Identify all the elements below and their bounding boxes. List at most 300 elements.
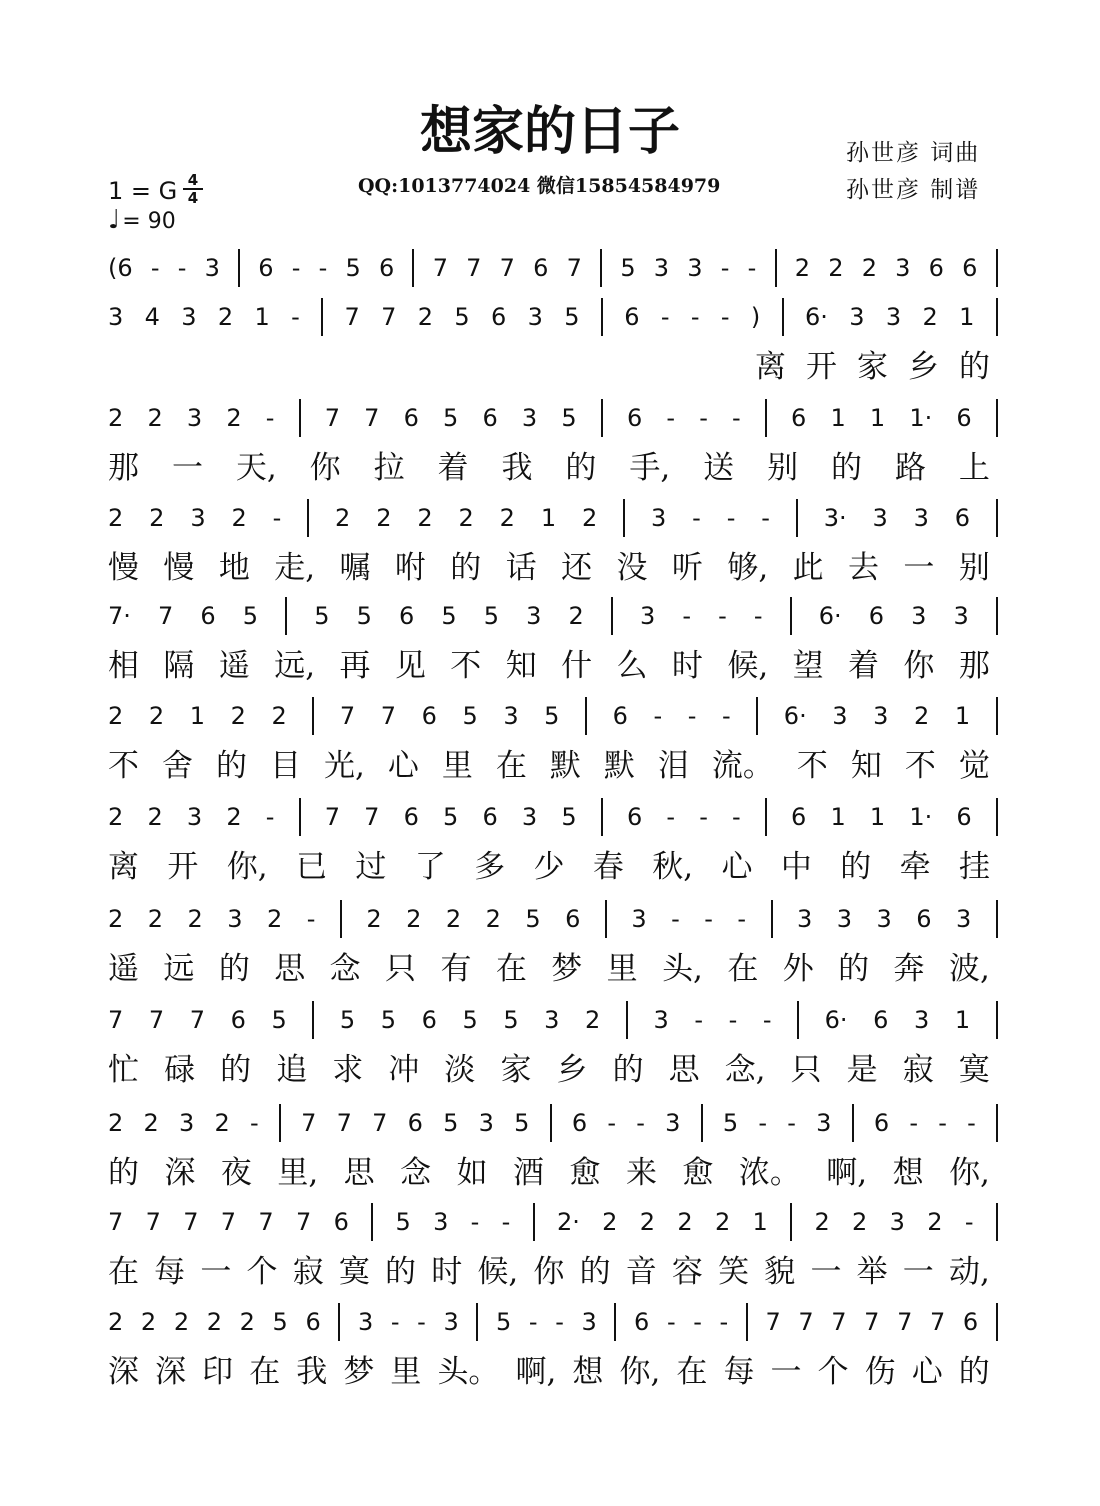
lyric-syllable: 思 [274, 951, 306, 987]
lyric-line [108, 347, 990, 387]
lyric-syllable: 想 [572, 1354, 604, 1390]
lyric-syllable: 不 [904, 748, 936, 784]
note: 1 [830, 404, 846, 432]
note: 3 [186, 803, 203, 831]
note: 7 [189, 1006, 205, 1034]
note: - [720, 303, 730, 331]
lyric-syllable: 一 [171, 450, 203, 486]
note: 5 [314, 602, 330, 630]
lyric-syllable: 一 [810, 1254, 842, 1290]
lyric-syllable: 不 [108, 748, 139, 784]
note: 2 [585, 1006, 601, 1034]
lyric-syllable: 乡 [556, 1052, 588, 1088]
note: 7 [798, 1308, 814, 1336]
note: - [250, 1109, 259, 1137]
note: 7 [183, 1208, 199, 1236]
note: 3 [653, 1006, 669, 1034]
note: 6· [804, 303, 828, 331]
lyric-syllable: 伤 [864, 1354, 896, 1390]
note: - [150, 254, 160, 282]
lyric-syllable: 知 [850, 748, 882, 784]
note: - [692, 504, 701, 532]
note: 7 [897, 1308, 913, 1336]
note: 3 [108, 303, 124, 331]
note: 3 [889, 1208, 905, 1236]
note: 3 [914, 1006, 930, 1034]
notation-line [108, 899, 998, 939]
lyric-syllable: 容 [671, 1254, 703, 1290]
lyric-syllable: 心 [387, 748, 419, 784]
note: - [732, 404, 741, 432]
note: 7 [831, 1308, 847, 1336]
bar-line [312, 697, 314, 735]
note: 3 [181, 303, 197, 331]
note: - [666, 404, 676, 432]
note: 2· [556, 1208, 580, 1236]
lyric-syllable: 没 [616, 550, 648, 586]
tempo-value: = 90 [122, 209, 176, 234]
note: 6 [962, 1308, 979, 1336]
note: - [909, 1109, 918, 1137]
lyric-syllable: 的 [831, 450, 863, 486]
note: 7 [499, 254, 515, 282]
note: 5 [356, 602, 372, 630]
lyric-syllable: 遥 [218, 648, 250, 684]
note: 7 [432, 254, 448, 282]
note: 2 [602, 1208, 618, 1236]
lyric-syllable: 别 [958, 550, 990, 586]
lyric-syllable: 心 [911, 1354, 943, 1390]
lyric-syllable: 的 [216, 748, 247, 784]
note: 7 [108, 1208, 124, 1236]
bar-line [996, 1203, 998, 1241]
note: 3 [527, 303, 543, 331]
note: 3 [443, 1308, 459, 1336]
lyric-syllable: 的 [958, 1354, 990, 1390]
lyric-syllable: 的 [959, 349, 990, 385]
lyric-syllable: 远 [163, 951, 195, 987]
bar-line [623, 499, 625, 537]
lyric-syllable: 个 [246, 1254, 278, 1290]
note: 2 [149, 504, 165, 532]
note: 2 [639, 1208, 656, 1236]
note: 2 [828, 254, 844, 282]
bar-line [611, 597, 613, 635]
lyric-syllable: 念, [724, 1052, 766, 1088]
note: - [758, 1109, 767, 1137]
lyric-syllable: 动, [948, 1254, 990, 1290]
note: 7 [220, 1208, 237, 1236]
note: 5 [561, 803, 577, 831]
note: - [699, 803, 708, 831]
lyric-syllable: 的 [385, 1254, 417, 1290]
note: - [291, 303, 300, 331]
bar-line [996, 1303, 998, 1341]
lyric-syllable: 话 [505, 550, 537, 586]
lyric-syllable: 的 [108, 1155, 139, 1191]
bar-line [285, 597, 287, 635]
note: 1 [752, 1208, 768, 1236]
note: - [732, 803, 741, 831]
note: - [671, 905, 680, 933]
lyric-syllable: 不 [796, 748, 828, 784]
note: 2 [677, 1208, 693, 1236]
note: 6 [916, 905, 932, 933]
bar-line [279, 1104, 281, 1142]
note: - [417, 1308, 426, 1336]
notation-line [108, 1202, 998, 1242]
note: 2 [143, 1109, 159, 1137]
note: 2 [794, 254, 810, 282]
note: 5 [503, 1006, 519, 1034]
lyric-line [108, 1153, 990, 1193]
lyric-syllable: 酒 [513, 1155, 545, 1191]
note: - [687, 702, 697, 730]
note: 2 [927, 1208, 943, 1236]
bar-line [756, 697, 758, 735]
note: 6 [791, 803, 807, 831]
lyric-syllable: 只 [790, 1052, 822, 1088]
lyric-syllable: 着 [848, 648, 879, 684]
bar-line [601, 298, 603, 336]
lyric-syllable: 思 [668, 1052, 700, 1088]
lyric-syllable: 送 [703, 450, 735, 486]
score-row [0, 398, 1100, 498]
note: - [699, 404, 708, 432]
score-row [0, 899, 1100, 999]
lyric-syllable: 隔 [163, 648, 195, 684]
lyric-syllable: 心 [721, 849, 753, 885]
lyric-syllable: 天, [235, 450, 277, 486]
lyric-syllable: 着 [437, 450, 469, 486]
lyric-syllable: 默 [603, 748, 635, 784]
note: 3 [631, 905, 647, 933]
note: 2 [226, 803, 242, 831]
note: 2 [147, 905, 164, 933]
note: 7 [566, 254, 582, 282]
note: 7· [108, 602, 131, 630]
note: 5 [483, 602, 499, 630]
lyric-syllable: 少 [533, 849, 565, 885]
lyric-syllable: 梦 [343, 1354, 375, 1390]
note: 3 [955, 905, 972, 933]
lyric-syllable: 再 [339, 648, 371, 684]
lyric-syllable: 慢 [108, 550, 139, 586]
note: 3 [521, 404, 538, 432]
bar-line [996, 697, 998, 735]
bar-line [701, 1104, 703, 1142]
bar-line [321, 298, 323, 336]
lyric-syllable: 愈 [569, 1155, 601, 1191]
lyric-syllable: 的 [838, 951, 870, 987]
bar-line [299, 798, 301, 836]
note: 2 [231, 504, 247, 532]
note: 3 [849, 303, 865, 331]
note: 6 [258, 254, 274, 282]
bar-line [996, 597, 998, 635]
lyric-line [108, 949, 990, 989]
bar-line [852, 1104, 854, 1142]
lyric-syllable: 的 [840, 849, 872, 885]
lyric-syllable: 一 [200, 1254, 232, 1290]
lyric-syllable: 你, [949, 1155, 990, 1191]
bar-line [996, 399, 998, 437]
note: 6 [398, 602, 415, 630]
note: 6 [305, 1308, 321, 1336]
bar-line [797, 1001, 799, 1039]
notation-line [108, 248, 998, 288]
note: 6 [421, 1006, 437, 1034]
bar-line [338, 1303, 340, 1341]
note: 1 [254, 303, 270, 331]
note: 2 [148, 702, 165, 730]
score-row [0, 1000, 1100, 1100]
note: 7 [145, 1208, 161, 1236]
note: 6 [868, 602, 884, 630]
note: 5 [242, 602, 259, 630]
lyric-syllable: 音 [625, 1254, 657, 1290]
note: 7 [301, 1109, 317, 1137]
lyric-syllable: 在 [495, 951, 527, 987]
note: 3 [204, 254, 220, 282]
note: 5 [462, 702, 478, 730]
lyric-syllable: 离 [108, 849, 139, 885]
score-row [0, 596, 1100, 696]
note: 1 [189, 702, 205, 730]
note: 7 [324, 404, 341, 432]
note: 2 [485, 905, 501, 933]
note: 5 [496, 1308, 512, 1336]
lyric-syllable: 路 [894, 450, 926, 486]
lyric-syllable: 觉 [958, 748, 990, 784]
bar-line [996, 1001, 998, 1039]
note: 7 [466, 254, 482, 282]
lyric-syllable: 拉 [373, 450, 405, 486]
note: 2 [458, 504, 474, 532]
lyric-syllable: 碌 [164, 1052, 196, 1088]
note: - [787, 1109, 796, 1137]
note: 1· [909, 803, 933, 831]
note: 6 [482, 803, 498, 831]
note: 5 [395, 1208, 411, 1236]
lyric-syllable: 默 [549, 748, 581, 784]
bar-line [533, 1203, 535, 1241]
lyric-syllable: 慢 [163, 550, 195, 586]
note: - [693, 1308, 702, 1336]
lyric-syllable: 过 [355, 849, 387, 885]
note: 2 [108, 404, 124, 432]
lyric-syllable: 乡 [908, 349, 939, 385]
note: 7 [381, 303, 397, 331]
note: 5 [272, 1308, 288, 1336]
note: 5 [441, 602, 457, 630]
lyric-syllable: 印 [202, 1354, 234, 1390]
lyric-syllable: 那 [108, 450, 139, 486]
lyric-syllable: 流。 [711, 748, 774, 784]
lyric-syllable: 在 [249, 1354, 281, 1390]
note: - [737, 905, 747, 933]
note: 3 [913, 504, 929, 532]
notation-line [108, 297, 998, 337]
lyric-syllable: 你 [533, 1254, 565, 1290]
lyricist-composer-credit: 孙世彦 词曲 [846, 140, 981, 166]
lyric-syllable: 一 [770, 1354, 802, 1390]
note: 6 [379, 254, 395, 282]
note: 2 [417, 303, 434, 331]
note: 7 [364, 404, 380, 432]
lyric-syllable: 开 [806, 349, 837, 385]
note: 7 [295, 1208, 312, 1236]
lyric-syllable: 什 [561, 648, 593, 684]
note: 7 [929, 1308, 946, 1336]
notation-line [108, 596, 998, 636]
lyric-syllable: 啊, [826, 1155, 868, 1191]
time-signature [183, 172, 203, 206]
note: - [753, 602, 763, 630]
note: 3 [873, 702, 889, 730]
key-signature: 1 = G [108, 177, 178, 205]
lyric-syllable: 你 [903, 648, 935, 684]
lyric-syllable: 舍 [162, 748, 193, 784]
lyric-syllable: 望 [792, 648, 824, 684]
note: - [666, 803, 676, 831]
note: 7 [339, 702, 356, 730]
note: 3 [687, 254, 703, 282]
bar-line [600, 249, 602, 287]
lyric-syllable: 的 [612, 1052, 644, 1088]
lyric-syllable: 秋, [652, 849, 694, 885]
bar-line [996, 900, 998, 938]
lyric-syllable: 个 [817, 1354, 849, 1390]
note: - [265, 404, 275, 432]
note: 7 [148, 1006, 165, 1034]
lyric-syllable: 梦 [551, 951, 583, 987]
note: 3 [876, 905, 892, 933]
note: - [177, 254, 187, 282]
score-row [0, 1103, 1100, 1203]
lyric-syllable: 笑 [718, 1254, 750, 1290]
lyric-syllable: 去 [848, 550, 879, 586]
note: 2 [335, 504, 351, 532]
note: 7 [380, 702, 397, 730]
note: 5 [544, 702, 560, 730]
note: 2 [108, 1109, 124, 1137]
lyric-syllable: 泪 [657, 748, 689, 784]
note: 2 [914, 702, 930, 730]
note: 3 [478, 1109, 494, 1137]
lyric-syllable: 头。 [437, 1354, 500, 1390]
note: - [682, 602, 691, 630]
note: 1 [954, 1006, 971, 1034]
note: 2 [108, 905, 124, 933]
lyric-syllable: 寞 [338, 1254, 370, 1290]
lyric-syllable: 的 [565, 450, 597, 486]
lyric-syllable: 的 [220, 1052, 252, 1088]
note: 6 [230, 1006, 246, 1034]
note: - [719, 1308, 729, 1336]
lyric-line [108, 1352, 990, 1392]
note: 6 [791, 404, 807, 432]
note: 5 [443, 803, 459, 831]
note: 5 [514, 1109, 530, 1137]
note: - [265, 803, 275, 831]
lyric-syllable: 求 [332, 1052, 364, 1088]
note: 3 [895, 254, 911, 282]
lyric-syllable: 里 [390, 1354, 422, 1390]
note: - [470, 1208, 480, 1236]
note: - [967, 1109, 976, 1137]
note: 6 [421, 702, 437, 730]
lyric-syllable: 光, [324, 748, 365, 784]
note: 6 [873, 1006, 889, 1034]
bar-line [614, 1303, 616, 1341]
note: - [747, 254, 757, 282]
lyric-syllable: 咐 [394, 550, 426, 586]
note: (6 [108, 254, 133, 282]
note: 2 [568, 602, 584, 630]
lyric-syllable: 思 [343, 1155, 375, 1191]
lyric-syllable: 深 [155, 1354, 187, 1390]
lyric-syllable: 念 [400, 1155, 432, 1191]
bar-line [238, 249, 240, 287]
note: 6 [407, 1109, 423, 1137]
note: 6 [624, 303, 640, 331]
bar-line [307, 499, 309, 537]
lyric-line [108, 746, 990, 786]
note: 7 [364, 803, 380, 831]
score-row [0, 696, 1100, 796]
lyric-syllable: 冲 [388, 1052, 420, 1088]
note: 7 [324, 803, 341, 831]
note: 6 [612, 702, 628, 730]
note: 3 [521, 803, 538, 831]
bar-line [476, 1303, 478, 1341]
note: 5 [345, 254, 361, 282]
note: 2 [187, 905, 203, 933]
lyric-syllable: 么 [616, 648, 648, 684]
lyric-line [108, 548, 990, 588]
note: 3 [357, 1308, 374, 1336]
lyric-syllable: 离 [755, 349, 786, 385]
note: 5 [339, 1006, 356, 1034]
note: 6· [783, 702, 807, 730]
notation-line [108, 1103, 998, 1143]
note: 6 [962, 254, 978, 282]
bar-line [746, 1303, 748, 1341]
lyric-line [108, 448, 990, 488]
lyric-syllable: 我 [501, 450, 533, 486]
lyric-syllable: 知 [505, 648, 537, 684]
note: 6 [565, 905, 581, 933]
lyric-syllable: 那 [958, 648, 990, 684]
lyric-syllable: 夜 [220, 1155, 252, 1191]
bar-line [299, 399, 301, 437]
score-row [0, 797, 1100, 897]
contact-info: QQ:1013774024 微信15854584979 [358, 175, 721, 197]
note: 2 [214, 1109, 230, 1137]
lyric-syllable: 家 [500, 1052, 532, 1088]
note: 3 [885, 303, 902, 331]
lyric-syllable: 忙 [108, 1052, 139, 1088]
note: - [390, 1308, 400, 1336]
note: 2 [814, 1208, 830, 1236]
lyric-syllable: 不 [450, 648, 482, 684]
lyric-syllable: 念 [329, 951, 361, 987]
score-row [0, 498, 1100, 598]
note: 7 [372, 1109, 388, 1137]
note: - [528, 1308, 538, 1336]
note: 1 [869, 803, 886, 831]
